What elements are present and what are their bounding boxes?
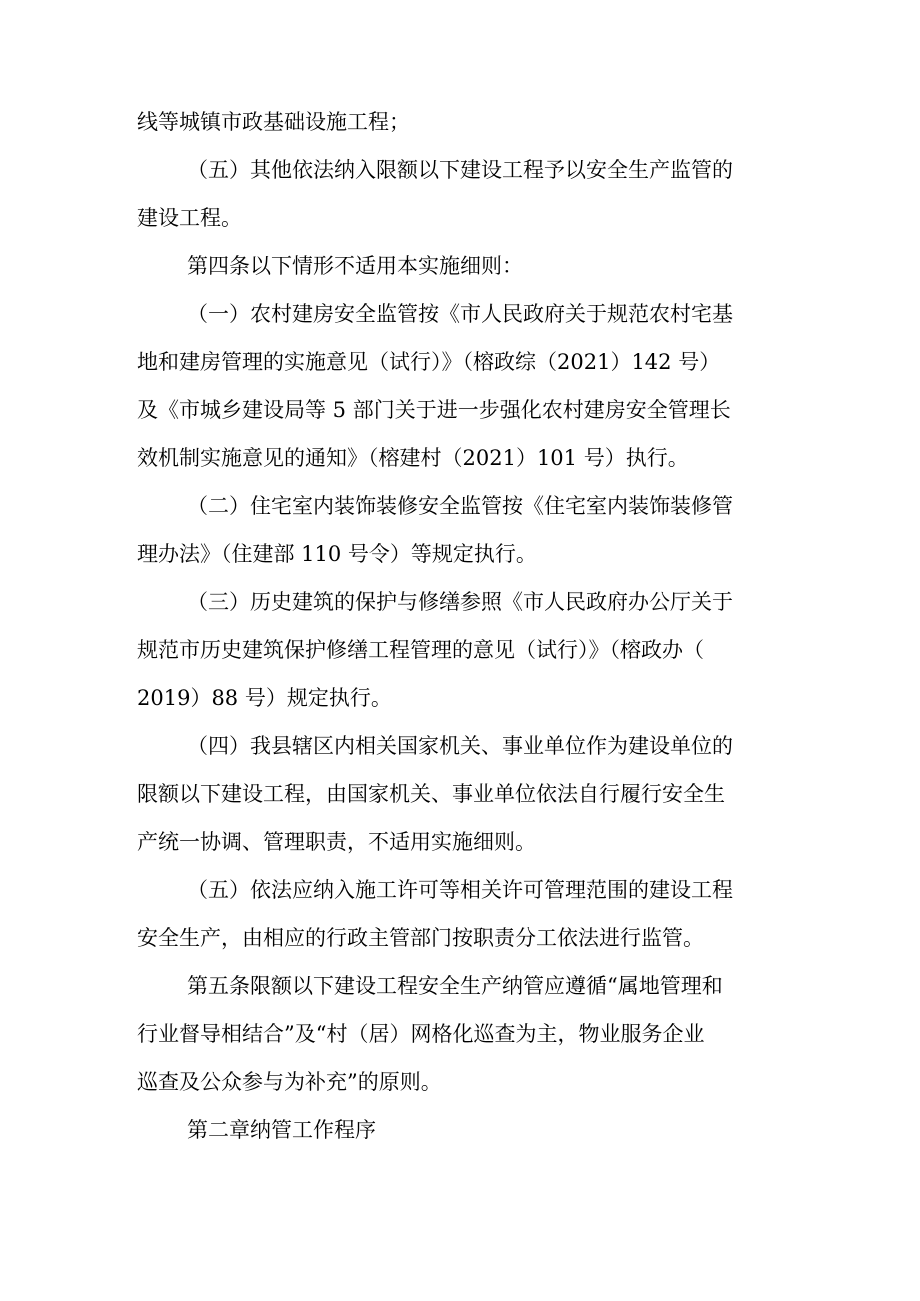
text-line: 及《市城乡建设局等 5 部门关于进一步强化农村建房安全管理长 bbox=[137, 398, 731, 422]
text-line: （二）住宅室内装饰装修安全监管按《住宅室内装饰装修管 bbox=[187, 494, 733, 518]
text-line: 2019）88 号）规定执行。 bbox=[137, 686, 392, 710]
text-line: 规范市历史建筑保护修缮工程管理的意见（试行）》（榕政办（ bbox=[137, 638, 704, 662]
text-line: 理办法》（住建部 110 号令）等规定执行。 bbox=[137, 542, 537, 566]
text-line: 安全生产，由相应的行政主管部门按职责分工依法进行监管。 bbox=[137, 926, 704, 950]
text-line: （三）历史建筑的保护与修缮参照《市人民政府办公厅关于 bbox=[187, 590, 733, 614]
text-line: 地和建房管理的实施意见（试行）》（榕政综（2021）142 号） bbox=[137, 350, 721, 374]
text-line: 限额以下建设工程，由国家机关、事业单位依法自行履行安全生 bbox=[137, 782, 725, 806]
text-line: （四）我县辖区内相关国家机关、事业单位作为建设单位的 bbox=[187, 734, 733, 758]
text-line: 行业督导相结合”及“村（居）网格化巡查为主，物业服务企业 bbox=[137, 1022, 705, 1046]
text-line: 巡查及公众参与为补充”的原则。 bbox=[137, 1070, 442, 1094]
text-line: 线等城镇市政基础设施工程； bbox=[137, 110, 410, 134]
text-line: 产统一协调、管理职责，不适用实施细则。 bbox=[137, 830, 536, 854]
section-heading: 第五条限额以下建设工程安全生产纳管应遵循“属地管理和 bbox=[187, 974, 723, 998]
chapter-heading: 第二章纳管工作程序 bbox=[187, 1118, 376, 1142]
text-line: 效机制实施意见的通知》（榕建村（2021）101 号）执行。 bbox=[137, 446, 689, 470]
text-line: （一）农村建房安全监管按《市人民政府关于规范农村宅基 bbox=[187, 302, 733, 326]
section-heading: 第四条以下情形不适用本实施细则： bbox=[187, 254, 523, 278]
text-line: （五）依法应纳入施工许可等相关许可管理范围的建设工程 bbox=[187, 878, 733, 902]
text-line: 建设工程。 bbox=[137, 206, 242, 230]
text-line: （五）其他依法纳入限额以下建设工程予以安全生产监管的 bbox=[187, 158, 733, 182]
